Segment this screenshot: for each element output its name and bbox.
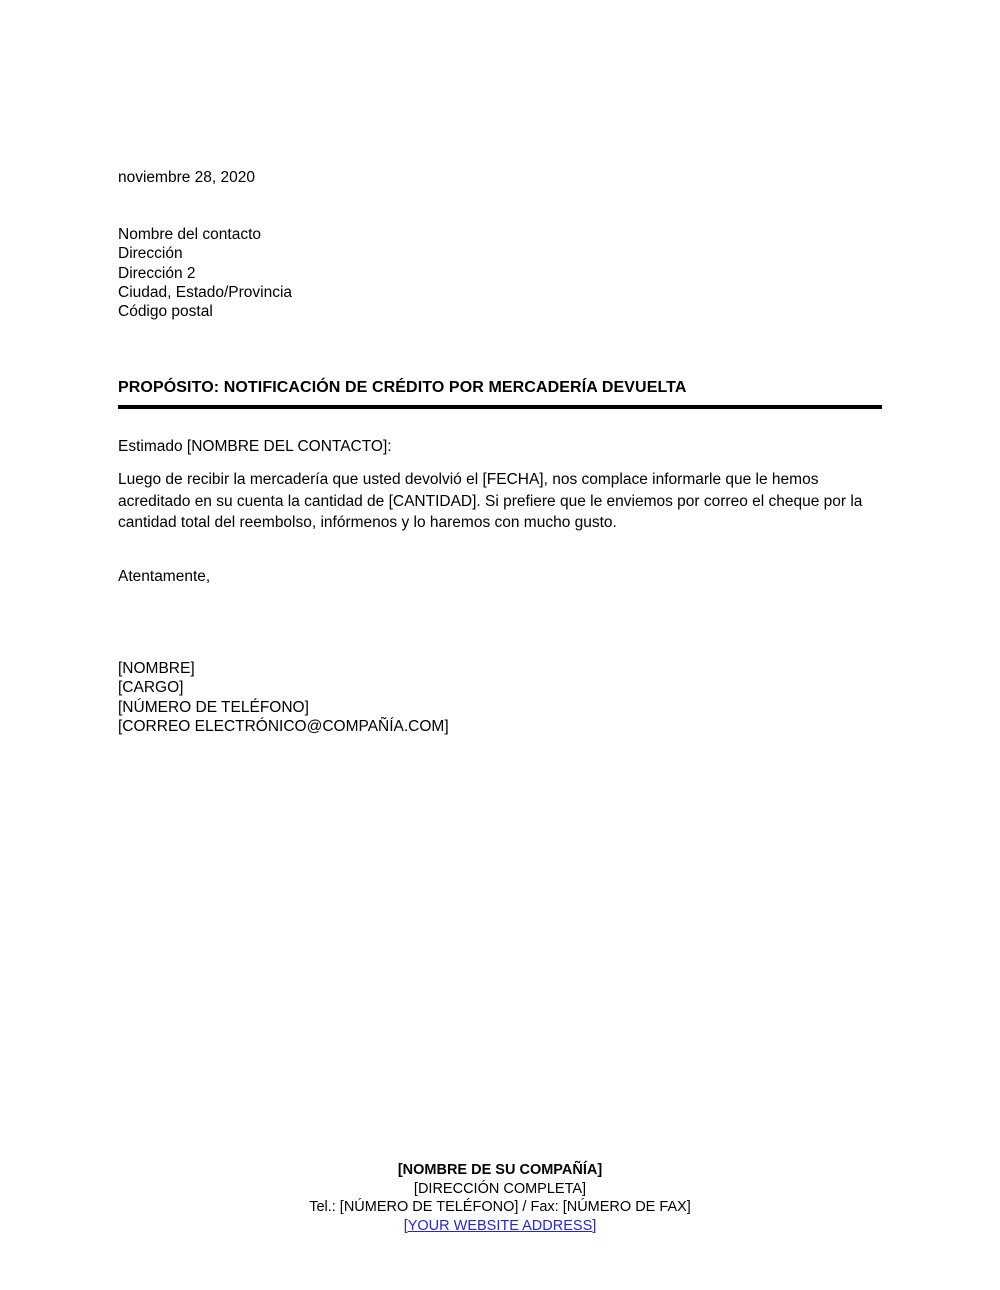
footer-company-name: [NOMBRE DE SU COMPAÑÍA]	[397, 1162, 603, 1178]
letter-content	[118, 0, 882, 737]
footer-company-address: [DIRECCIÓN COMPLETA]	[413, 1180, 587, 1197]
letter-date: noviembre 28, 2020	[118, 169, 256, 186]
body-paragraph: Luego de recibir la mercadería que usted devolvió el [FECHA], nos complace informarle que le hemos acreditado en su cuenta la cantidad de [CANTIDAD]. Si prefiere que le enviemos por correo el cheque por la cantidad total del reembolso, infórmenos y lo haremos con mucho gusto.	[118, 471, 863, 532]
signature-block	[118, 659, 882, 737]
recipient-address-line-2: Dirección 2	[118, 264, 196, 282]
footer-phone-fax: Tel.: [NÚMERO DE TELÉFONO] / Fax: [NÚMERO DE FAX]	[309, 1199, 691, 1215]
salutation: Estimado [NOMBRE DEL CONTACTO]:	[118, 438, 392, 456]
recipient-address-block	[118, 225, 882, 321]
closing: Atentamente,	[118, 567, 211, 585]
recipient-address-line-1: Dirección	[118, 245, 183, 263]
footer-website-row	[0, 1217, 1000, 1236]
recipient-city-state: Ciudad, Estado/Provincia	[118, 283, 293, 301]
signature-name: [NOMBRE]	[118, 659, 195, 677]
recipient-name: Nombre del contacto	[118, 226, 262, 243]
signature-title: [CARGO]	[118, 679, 184, 697]
letter-subject: PROPÓSITO: NOTIFICACIÓN DE CRÉDITO POR MERCADERÍA DEVUELTA	[118, 379, 687, 397]
letter-footer	[0, 1161, 1000, 1235]
footer-website-link[interactable]: [YOUR WEBSITE ADDRESS]	[403, 1217, 597, 1234]
signature-phone: [NÚMERO DE TELÉFONO]	[118, 698, 309, 716]
signature-email: [CORREO ELECTRÓNICO@COMPAÑÍA.COM]	[118, 718, 449, 736]
recipient-postal-code: Código postal	[118, 303, 213, 321]
subject-divider-rule	[118, 405, 882, 409]
